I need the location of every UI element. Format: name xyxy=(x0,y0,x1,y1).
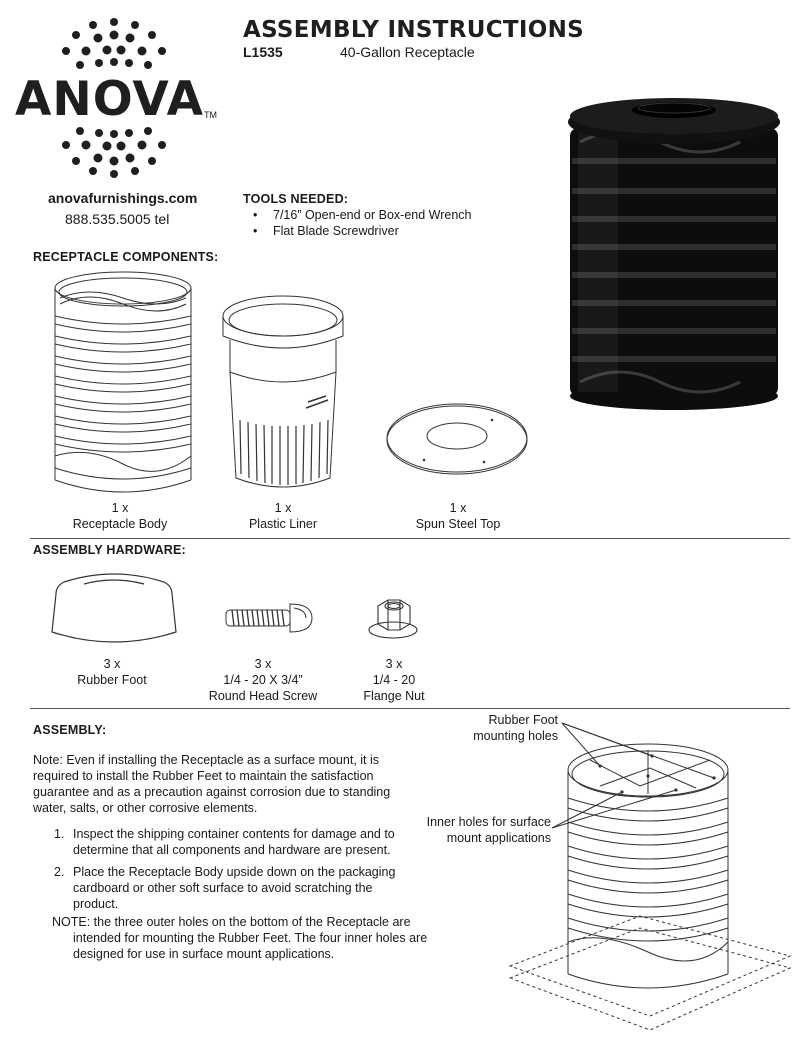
trademark: TM xyxy=(204,110,217,120)
upside-down-receptacle-diagram xyxy=(500,716,800,1046)
hardware-caption xyxy=(52,656,172,688)
step-text: Inspect the shipping container contents for damage and to determine that all components and hardware are present. xyxy=(73,827,395,857)
hardware-size: 1/4 - 20 X 3/4” xyxy=(223,673,303,687)
holes-note: NOTE: the three outer holes on the bottom of the Receptacle are intended for mounting the Rubber Feet. The four inner holes are designed for use in surface mount applications. xyxy=(52,915,428,961)
phone: 888.535.5005 tel xyxy=(65,211,170,227)
components-heading: RECEPTACLE COMPONENTS: xyxy=(33,250,219,264)
receptacle-product-image xyxy=(560,92,790,422)
step-number: 2. xyxy=(54,865,65,879)
callout-line: mount applications xyxy=(446,831,551,845)
component-caption xyxy=(388,500,528,532)
hardware-heading: ASSEMBLY HARDWARE: xyxy=(33,543,186,557)
divider xyxy=(30,538,790,539)
hardware-qty: 3 x xyxy=(254,657,272,671)
tools-list xyxy=(243,207,523,239)
hardware-caption xyxy=(344,656,444,704)
assembly-note: Note: Even if installing the Receptacle as a surface mount, it is required to install the Rubber Feet to maintain the satisfaction guarantee and as a precaution against corrosion due to standing water, salts, or other corrosive elements. xyxy=(33,753,391,815)
component-name: Plastic Liner xyxy=(248,517,318,531)
hardware-size: 1/4 - 20 xyxy=(372,673,416,687)
assembly-heading: ASSEMBLY: xyxy=(33,723,107,737)
receptacle-body-drawing xyxy=(48,268,198,500)
product-name: 40-Gallon Receptacle xyxy=(340,44,475,60)
callout-line: mounting holes xyxy=(473,729,558,743)
spun-steel-top-drawing xyxy=(384,400,530,480)
divider xyxy=(30,708,790,709)
assembly-step xyxy=(33,826,408,858)
tool-item: • 7/16” Open-end or Box-end Wrench xyxy=(243,207,523,223)
plastic-liner-drawing xyxy=(218,292,348,500)
flange-nut-drawing xyxy=(366,596,420,642)
tools-heading: TOOLS NEEDED: xyxy=(243,192,349,206)
callout-line: Inner holes for surface xyxy=(426,815,551,829)
website: anovafurnishings.com xyxy=(48,190,198,206)
step-number: 1. xyxy=(54,827,65,841)
page-title: ASSEMBLY INSTRUCTIONS xyxy=(243,17,585,43)
model-number: L1535 xyxy=(243,44,283,60)
tool-item: • Flat Blade Screwdriver xyxy=(243,223,523,239)
hardware-name: Flange Nut xyxy=(363,689,425,703)
hardware-qty: 3 x xyxy=(385,657,403,671)
rubber-foot-drawing xyxy=(44,568,184,648)
component-name: Receptacle Body xyxy=(72,517,168,531)
component-caption xyxy=(218,500,348,532)
hardware-caption xyxy=(196,656,330,704)
component-qty: 1 x xyxy=(449,501,467,515)
step-text: Place the Receptacle Body upside down on the packaging cardboard or other soft surface to avoid scratching the product. xyxy=(73,865,396,911)
assembly-step xyxy=(33,864,408,912)
brand-name: ANOVA xyxy=(15,72,204,127)
callout-line: Rubber Foot xyxy=(488,713,558,727)
hardware-name: Rubber Foot xyxy=(77,673,147,687)
component-qty: 1 x xyxy=(111,501,129,515)
hardware-name: Round Head Screw xyxy=(208,689,318,703)
round-head-screw-drawing xyxy=(222,598,314,638)
hardware-qty: 3 x xyxy=(103,657,121,671)
component-caption xyxy=(55,500,185,532)
component-qty: 1 x xyxy=(274,501,292,515)
component-name: Spun Steel Top xyxy=(415,517,501,531)
assembly-steps xyxy=(33,826,408,918)
